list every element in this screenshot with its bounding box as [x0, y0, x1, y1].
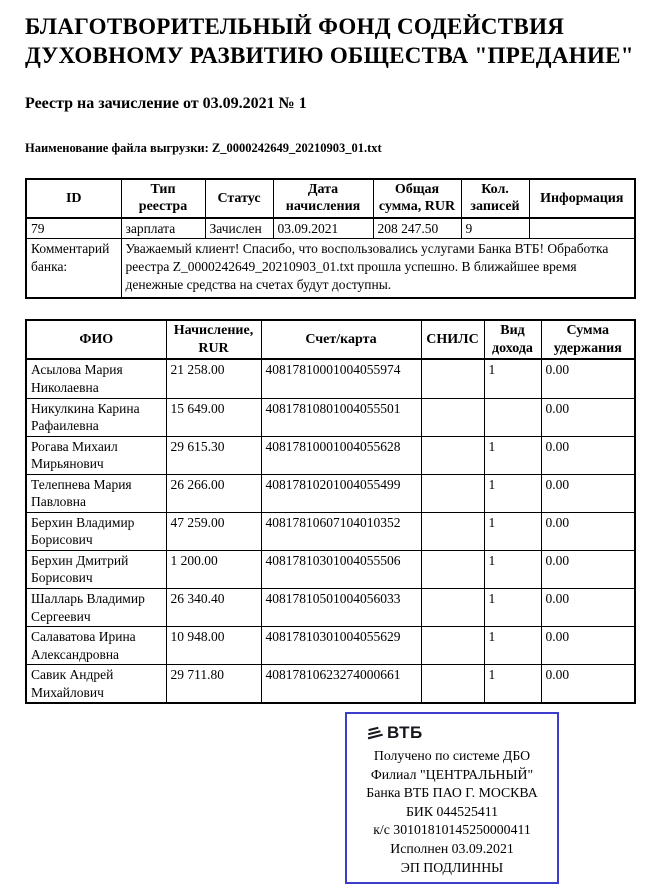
- cell-name: Салаватова Ирина Александровна: [26, 627, 166, 665]
- registry-data-row: [26, 218, 635, 239]
- stamp-line: Получено по системе ДБО: [373, 748, 531, 763]
- cell-registry-type: зарплата: [121, 218, 205, 239]
- cell-withholding: 0.00: [541, 588, 635, 626]
- cell-name: Рогава Михаил Мирьянович: [26, 436, 166, 474]
- stamp-line: Филиал "ЦЕНТРАЛЬНЫЙ": [370, 766, 534, 782]
- cell-snils: [421, 512, 484, 550]
- table-row: [26, 550, 635, 588]
- cell-amount: 21 258.00: [166, 359, 261, 398]
- cell-name: Телепнева Мария Павловна: [26, 474, 166, 512]
- cell-account: 40817810001004055974: [261, 359, 421, 398]
- cell-income-type: 1: [484, 512, 541, 550]
- cell-amount: 29 615.30: [166, 436, 261, 474]
- cell-account: 40817810801004055501: [261, 398, 421, 436]
- bank-comment-text: Уважаемый клиент! Спасибо, что воспользовались услугами Банка ВТБ! Обработка реестра Z_0000242649_20210903_01.txt прошла успешно. В ближайшее время денежные средства на счетах будут доступны.: [121, 239, 635, 299]
- cell-income-type: 1: [484, 665, 541, 704]
- cell-account: 40817810607104010352: [261, 512, 421, 550]
- vtb-flag-icon: [366, 726, 385, 740]
- cell-account: 40817810623274000661: [261, 665, 421, 704]
- cell-account: 40817810501004056033: [261, 588, 421, 626]
- cell-snils: [421, 436, 484, 474]
- cell-total-sum: 208 247.50: [373, 218, 461, 239]
- header-accrual-date: Дата начисления: [273, 179, 373, 218]
- cell-amount: 47 259.00: [166, 512, 261, 550]
- payments-table-body: [26, 359, 635, 703]
- vtb-logo-text: ВТБ: [387, 723, 423, 742]
- header-fio: ФИО: [26, 320, 166, 359]
- cell-status: Зачислен: [205, 218, 273, 239]
- header-record-count: Кол. записей: [461, 179, 529, 218]
- header-total-sum: Общая сумма, RUR: [373, 179, 461, 218]
- header-info: Информация: [529, 179, 635, 218]
- table-row: [26, 359, 635, 398]
- stamp-line: БИК 044525411: [405, 803, 499, 819]
- cell-snils: [421, 627, 484, 665]
- table-row: [26, 665, 635, 704]
- header-income-type: Вид дохода: [484, 320, 541, 359]
- cell-account: 40817810301004055506: [261, 550, 421, 588]
- table-row: [26, 436, 635, 474]
- cell-withholding: 0.00: [541, 550, 635, 588]
- registry-table: [25, 178, 636, 300]
- bank-comment-row: [26, 239, 635, 299]
- bank-comment-label: Комментарий банка:: [26, 239, 121, 299]
- cell-withholding: 0.00: [541, 398, 635, 436]
- page-title: [25, 12, 634, 71]
- cell-income-type: 1: [484, 550, 541, 588]
- table-row: [26, 588, 635, 626]
- cell-amount: 26 340.40: [166, 588, 261, 626]
- stamp-line: ЭП ПОДЛИННЫ: [400, 859, 504, 875]
- cell-account: 40817810001004055628: [261, 436, 421, 474]
- cell-withholding: 0.00: [541, 627, 635, 665]
- cell-record-count: 9: [461, 218, 529, 239]
- cell-info: [529, 218, 635, 239]
- header-withholding: Сумма удержания: [541, 320, 635, 359]
- cell-name: Берхин Дмитрий Борисович: [26, 550, 166, 588]
- header-snils: СНИЛС: [421, 320, 484, 359]
- stamp-line: Исполнен 03.09.2021: [390, 840, 514, 856]
- stamp-line: Банка ВТБ ПАО Г. МОСКВА: [366, 785, 538, 801]
- cell-snils: [421, 474, 484, 512]
- header-account: Счет/карта: [261, 320, 421, 359]
- cell-snils: [421, 665, 484, 704]
- cell-income-type: [484, 398, 541, 436]
- title-line-1: БЛАГОТВОРИТЕЛЬНЫЙ ФОНД СОДЕЙСТВИЯ: [25, 14, 565, 39]
- bank-stamp: [345, 712, 559, 884]
- cell-name: Асылова Мария Николаевна: [26, 359, 166, 398]
- table-row: [26, 398, 635, 436]
- registry-header-row: [26, 179, 635, 218]
- cell-snils: [421, 550, 484, 588]
- cell-name: Берхин Владимир Борисович: [26, 512, 166, 550]
- cell-withholding: 0.00: [541, 436, 635, 474]
- header-accrual: Начисление, RUR: [166, 320, 261, 359]
- cell-withholding: 0.00: [541, 359, 635, 398]
- registry-subtitle: Реестр на зачисление от 03.09.2021 № 1: [25, 94, 307, 112]
- cell-amount: 15 649.00: [166, 398, 261, 436]
- cell-income-type: 1: [484, 359, 541, 398]
- header-registry-type: Тип реестра: [121, 179, 205, 218]
- title-line-2: ДУХОВНОМУ РАЗВИТИЮ ОБЩЕСТВА "ПРЕДАНИЕ": [25, 43, 634, 69]
- cell-income-type: 1: [484, 588, 541, 626]
- cell-account: 40817810301004055629: [261, 627, 421, 665]
- table-row: [26, 512, 635, 550]
- vtb-logo: [366, 723, 557, 743]
- cell-name: Савик Андрей Михайлович: [26, 665, 166, 704]
- export-file-label: Наименование файла выгрузки: Z_0000242649_20210903_01.txt: [25, 140, 382, 155]
- cell-income-type: 1: [484, 474, 541, 512]
- cell-amount: 29 711.80: [166, 665, 261, 704]
- cell-account: 40817810201004055499: [261, 474, 421, 512]
- stamp-line: к/с 30101810145250000411: [373, 822, 531, 838]
- cell-amount: 10 948.00: [166, 627, 261, 665]
- cell-income-type: 1: [484, 436, 541, 474]
- cell-amount: 1 200.00: [166, 550, 261, 588]
- payments-header-row: [26, 320, 635, 359]
- cell-name: Никулкина Карина Рафаилевна: [26, 398, 166, 436]
- payments-table: [25, 319, 636, 704]
- cell-withholding: 0.00: [541, 665, 635, 704]
- cell-income-type: 1: [484, 627, 541, 665]
- cell-withholding: 0.00: [541, 474, 635, 512]
- cell-snils: [421, 359, 484, 398]
- header-status: Статус: [205, 179, 273, 218]
- cell-name: Шалларь Владимир Сергеевич: [26, 588, 166, 626]
- cell-amount: 26 266.00: [166, 474, 261, 512]
- cell-snils: [421, 588, 484, 626]
- header-id: ID: [26, 179, 121, 218]
- cell-snils: [421, 398, 484, 436]
- cell-withholding: 0.00: [541, 512, 635, 550]
- stamp-text-block: [347, 747, 557, 877]
- table-row: [26, 474, 635, 512]
- cell-id: 79: [26, 218, 121, 239]
- cell-accrual-date: 03.09.2021: [273, 218, 373, 239]
- table-row: [26, 627, 635, 665]
